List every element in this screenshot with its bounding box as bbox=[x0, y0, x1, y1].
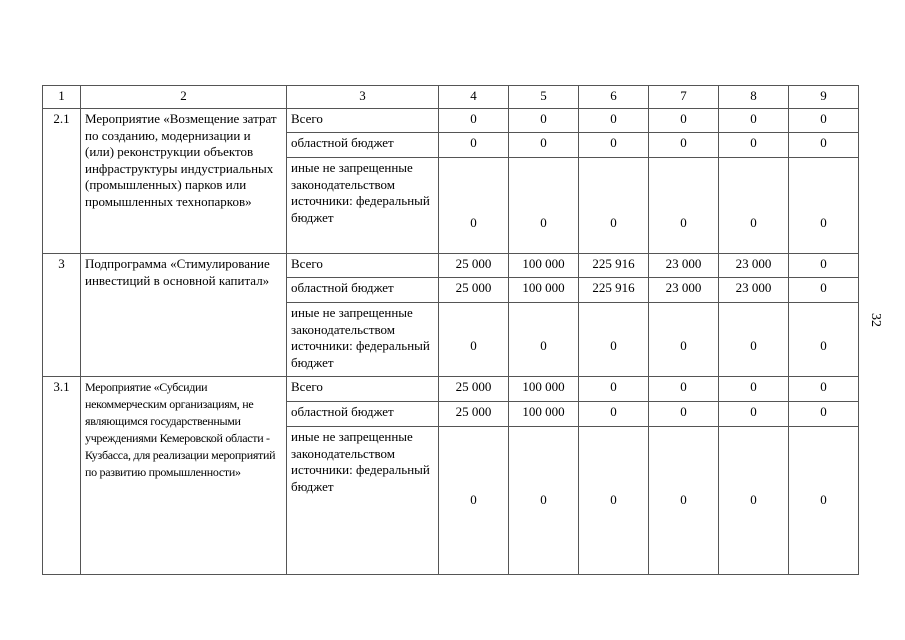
value-cell: 0 bbox=[789, 133, 859, 158]
value-cell: 23 000 bbox=[719, 278, 789, 303]
value-cell: 0 bbox=[649, 427, 719, 575]
source-label: областной бюджет bbox=[287, 278, 439, 303]
column-header: 5 bbox=[509, 86, 579, 109]
column-header: 1 bbox=[43, 86, 81, 109]
row-name: Подпрограмма «Стимулирование инвестиций в основной капитал» bbox=[81, 254, 287, 377]
value-cell: 225 916 bbox=[579, 254, 649, 278]
source-label: Всего bbox=[287, 377, 439, 402]
value-cell: 0 bbox=[439, 427, 509, 575]
value-cell: 0 bbox=[719, 109, 789, 133]
value-cell: 0 bbox=[509, 109, 579, 133]
table-row bbox=[43, 254, 859, 278]
value-cell: 0 bbox=[789, 278, 859, 303]
value-cell: 0 bbox=[579, 133, 649, 158]
value-cell: 0 bbox=[509, 427, 579, 575]
header-row bbox=[43, 86, 859, 109]
value-cell: 0 bbox=[509, 303, 579, 377]
value-cell: 23 000 bbox=[649, 278, 719, 303]
value-cell: 25 000 bbox=[439, 377, 509, 402]
value-cell: 0 bbox=[719, 303, 789, 377]
column-header: 7 bbox=[649, 86, 719, 109]
value-cell: 0 bbox=[719, 158, 789, 254]
row-number: 3 bbox=[43, 254, 81, 377]
source-label: Всего bbox=[287, 109, 439, 133]
value-cell: 0 bbox=[649, 303, 719, 377]
value-cell: 0 bbox=[719, 402, 789, 427]
value-cell: 0 bbox=[649, 133, 719, 158]
value-cell: 0 bbox=[789, 402, 859, 427]
table-row bbox=[43, 377, 859, 402]
table-row bbox=[43, 109, 859, 133]
source-label: иные не запрещенные законодательством источники: федеральный бюджет bbox=[287, 158, 439, 254]
value-cell: 0 bbox=[649, 109, 719, 133]
page-number: 32 bbox=[868, 313, 883, 327]
value-cell: 100 000 bbox=[509, 377, 579, 402]
column-header: 2 bbox=[81, 86, 287, 109]
column-header: 4 bbox=[439, 86, 509, 109]
source-label: областной бюджет bbox=[287, 133, 439, 158]
value-cell: 25 000 bbox=[439, 278, 509, 303]
value-cell: 0 bbox=[719, 427, 789, 575]
value-cell: 23 000 bbox=[649, 254, 719, 278]
value-cell: 0 bbox=[509, 133, 579, 158]
value-cell: 25 000 bbox=[439, 254, 509, 278]
value-cell: 0 bbox=[649, 377, 719, 402]
value-cell: 0 bbox=[579, 377, 649, 402]
value-cell: 0 bbox=[789, 377, 859, 402]
value-cell: 0 bbox=[789, 427, 859, 575]
column-header: 3 bbox=[287, 86, 439, 109]
value-cell: 0 bbox=[649, 158, 719, 254]
value-cell: 0 bbox=[719, 377, 789, 402]
column-header: 9 bbox=[789, 86, 859, 109]
row-name: Мероприятие «Субсидии некоммерческим организациям, не являющимся государственными учреждениями Кемеровской области - Кузбасса, для реализации мероприятий по развитию промышленности» bbox=[81, 377, 287, 575]
value-cell: 0 bbox=[649, 402, 719, 427]
row-name: Мероприятие «Возмещение затрат по созданию, модернизации и (или) реконструкции объектов инфраструктуры индустриальных (промышленных) парков или промышленных технопарков» bbox=[81, 109, 287, 254]
value-cell: 0 bbox=[579, 109, 649, 133]
value-cell: 0 bbox=[439, 158, 509, 254]
value-cell: 0 bbox=[439, 109, 509, 133]
source-label: иные не запрещенные законодательством источники: федеральный бюджет bbox=[287, 303, 439, 377]
row-number: 2.1 bbox=[43, 109, 81, 254]
source-label: областной бюджет bbox=[287, 402, 439, 427]
value-cell: 0 bbox=[439, 133, 509, 158]
value-cell: 25 000 bbox=[439, 402, 509, 427]
source-label: иные не запрещенные законодательством источники: федеральный бюджет bbox=[287, 427, 439, 575]
value-cell: 0 bbox=[719, 133, 789, 158]
value-cell: 0 bbox=[579, 402, 649, 427]
value-cell: 23 000 bbox=[719, 254, 789, 278]
value-cell: 100 000 bbox=[509, 278, 579, 303]
value-cell: 0 bbox=[579, 158, 649, 254]
value-cell: 0 bbox=[579, 427, 649, 575]
row-number: 3.1 bbox=[43, 377, 81, 575]
budget-table bbox=[42, 85, 859, 575]
value-cell: 0 bbox=[579, 303, 649, 377]
column-header: 8 bbox=[719, 86, 789, 109]
value-cell: 0 bbox=[439, 303, 509, 377]
value-cell: 0 bbox=[509, 158, 579, 254]
value-cell: 0 bbox=[789, 158, 859, 254]
source-label: Всего bbox=[287, 254, 439, 278]
value-cell: 0 bbox=[789, 303, 859, 377]
value-cell: 100 000 bbox=[509, 254, 579, 278]
value-cell: 225 916 bbox=[579, 278, 649, 303]
column-header: 6 bbox=[579, 86, 649, 109]
value-cell: 100 000 bbox=[509, 402, 579, 427]
value-cell: 0 bbox=[789, 109, 859, 133]
value-cell: 0 bbox=[789, 254, 859, 278]
